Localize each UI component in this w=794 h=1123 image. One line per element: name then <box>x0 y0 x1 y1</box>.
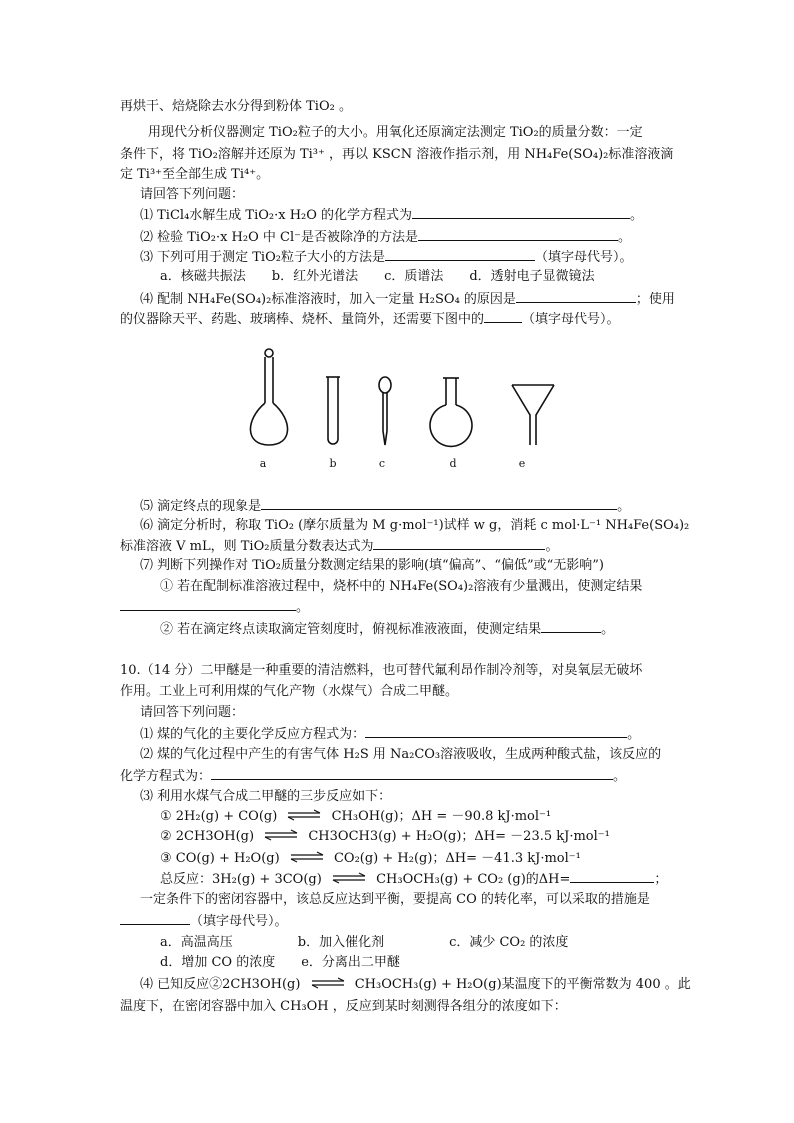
punct: 。 <box>296 600 310 615</box>
question-4a-text: ⑷ 配制 NH₄Fe(SO₄)₂标准溶液时，加入一定量 H₂SO₄ 的原因是 <box>140 292 516 307</box>
problem-10-options-2: d．增加 CO 的浓度 e．分离出二甲醚 <box>160 955 400 970</box>
punct: 。 <box>618 230 632 245</box>
reaction-2 <box>160 828 610 846</box>
question-6b <box>120 537 558 556</box>
question-1 <box>140 206 643 225</box>
answer-blank[interactable] <box>261 497 617 510</box>
punct: ； <box>654 872 668 887</box>
punct: 。 <box>627 727 641 742</box>
answer-blank[interactable] <box>418 228 618 241</box>
answer-blank[interactable] <box>484 310 522 323</box>
problem-10-q3: ⑶ 利用水煤气合成二甲醚的三步反应如下： <box>140 789 392 804</box>
question-2-text: ⑵ 检验 TiO₂·x H₂O 中 Cl⁻是否被除净的方法是 <box>140 230 418 245</box>
equilibrium-arrow-icon <box>290 851 324 863</box>
text-line: 用现代分析仪器测定 TiO₂粒子的大小。用氧化还原滴定法测定 TiO₂的质量分数：一定 <box>148 125 643 140</box>
problem-10-q4b: 温度下，在密闭容器中加入 CH₃OH ，反应到某时刻测得各组分的浓度如下： <box>120 999 567 1014</box>
answer-blank[interactable] <box>570 870 654 883</box>
text-line: 再烘干、焙烧除去水分得到粉体 TiO₂ 。 <box>120 99 352 114</box>
question-4b-tail: （填字母代号）。 <box>522 312 620 327</box>
problem-10-intro-2: 作用。工业上可利用煤的气化产物（水煤气）合成二甲醚。 <box>120 684 459 699</box>
equilibrium-arrow-icon <box>287 809 321 821</box>
figure-label-e: e <box>518 457 526 470</box>
question-7-2-text: ② 若在滴定终点读取滴定管刻度时，俯视标准液液面，使测定结果 <box>160 622 542 637</box>
equilibrium-arrow-icon <box>264 829 298 841</box>
question-3-tail: （填字母代号）。 <box>534 250 633 265</box>
punct: 。 <box>630 208 644 223</box>
reaction-1-right: CH₃OH(g)；ΔH = －90.8 kJ·mol⁻¹ <box>331 809 552 824</box>
problem-10-balance-answer <box>120 912 288 931</box>
problem-10-q1-text: ⑴ 煤的气化的主要化学反应方程式为： <box>140 727 366 742</box>
equilibrium-arrow-icon <box>332 872 366 884</box>
problem-10-q4a-right: CH₃OCH₃(g) + H₂O(g)某温度下的平衡常数为 400 。此 <box>354 977 691 992</box>
question-4a-tail: ；使用 <box>635 292 675 307</box>
question-7-1: ① 若在配制标准溶液过程中，烧杯中的 NH₄Fe(SO₄)₂溶液有少量溅出，使测定结果 <box>160 579 643 594</box>
funnel-icon <box>512 385 554 445</box>
glassware-drawing <box>240 345 560 455</box>
question-6a: ⑹ 滴定分析时，称取 TiO₂ (摩尔质量为 M g·mol⁻¹)试样 w g，消耗 c mol·L⁻¹ NH₄Fe(SO₄)₂ <box>140 518 690 533</box>
answer-blank[interactable] <box>516 290 636 303</box>
answer-blank[interactable] <box>120 912 190 925</box>
reaction-1 <box>160 808 551 826</box>
equilibrium-arrow-icon <box>311 977 345 989</box>
reaction-2-right: CH3OCH3(g) + H₂O(g)；ΔH= －23.5 kJ·mol⁻¹ <box>308 829 610 844</box>
punct: 。 <box>613 769 627 784</box>
question-6b-text: 标准溶液 V mL，则 TiO₂质量分数表达式为 <box>120 539 374 554</box>
question-7-1-answer <box>120 598 309 617</box>
figure-label-b: b <box>329 457 337 470</box>
total-reaction-right: CH₃OCH₃(g) + CO₂ (g)的ΔH= <box>376 872 571 887</box>
reaction-3-right: CO₂(g) + H₂(g)；ΔH= －41.3 kJ·mol⁻¹ <box>333 851 581 866</box>
question-7-2 <box>160 620 614 639</box>
question-3-text: ⑶ 下列可用于测定 TiO₂粒子大小的方法是 <box>140 250 385 265</box>
question-4a <box>140 290 675 309</box>
answer-blank[interactable] <box>541 620 601 633</box>
text-line: 条件下，将 TiO₂溶解并还原为 Ti³⁺ ，再以 KSCN 溶液作指示剂，用 NH₄Fe(SO₄)₂标准溶液滴 <box>120 147 674 162</box>
answer-blank[interactable] <box>373 537 545 550</box>
problem-10-q4a <box>140 976 691 994</box>
reaction-2-left: ② 2CH3OH(g) <box>160 829 255 844</box>
question-7: ⑺ 判断下列操作对 TiO₂质量分数测定结果的影响(填“偏高”、“偏低”或“无影响”) <box>140 558 604 573</box>
question-1-text: ⑴ TiCl₄水解生成 TiO₂·x H₂O 的化学方程式为 <box>140 208 413 223</box>
problem-10-intro: 10.（14 分）二甲醚是一种重要的清洁燃料，也可替代氟利昂作制冷剂等，对臭氧层无破坏 <box>120 663 643 678</box>
problem-10-balance: 一定条件下的密闭容器中，该总反应达到平衡，要提高 CO 的转化率，可以采取的措施是 <box>140 892 650 907</box>
answer-blank[interactable] <box>385 248 535 261</box>
problem-10-q2a: ⑵ 煤的气化过程中产生的有害气体 H₂S 用 Na₂CO₃溶液吸收，生成两种酸式盐，该反应的 <box>140 747 662 762</box>
answer-blank[interactable] <box>365 725 627 738</box>
answer-blank[interactable] <box>412 206 630 219</box>
problem-10-q4a-left: ⑷ 已知反应②2CH3OH(g) <box>140 977 301 992</box>
text-line: 请回答下列问题： <box>140 187 245 202</box>
question-5 <box>140 497 630 516</box>
answer-blank[interactable] <box>211 767 613 780</box>
punct: 。 <box>617 499 631 514</box>
problem-10-options-1: a．高温高压 b．加入催化剂 c．减少 CO₂ 的浓度 <box>160 935 569 950</box>
problem-10-q2b <box>120 767 626 786</box>
problem-10-prompt: 请回答下列问题： <box>140 705 245 720</box>
question-4b <box>120 310 620 329</box>
figure-label-c: c <box>378 457 386 470</box>
glassware-figure <box>240 345 560 475</box>
reaction-1-left: ① 2H₂(g) + CO(g) <box>160 809 278 824</box>
question-5-text: ⑸ 滴定终点的现象是 <box>140 499 262 514</box>
reaction-3-left: ③ CO(g) + H₂O(g) <box>160 851 280 866</box>
problem-10-q1 <box>140 725 640 744</box>
total-reaction <box>160 870 667 889</box>
text-line: 定 Ti³⁺至全部生成 Ti⁴⁺。 <box>120 167 270 182</box>
problem-10-q2b-text: 化学方程式为： <box>120 769 212 784</box>
figure-label-d: d <box>449 457 457 470</box>
answer-blank[interactable] <box>120 598 296 611</box>
question-4b-text: 的仪器除天平、药匙、玻璃棒、烧杯、量筒外，还需要下图中的 <box>120 312 485 327</box>
punct: 。 <box>545 539 559 554</box>
question-2 <box>140 228 631 247</box>
round-flask-icon <box>430 378 472 446</box>
figure-label-a: a <box>259 457 267 470</box>
question-3 <box>140 248 632 267</box>
question-3-options: a．核磁共振法 b．红外光谱法 c．质谱法 d．透射电子显微镜法 <box>160 269 595 284</box>
test-tube-icon <box>326 377 340 444</box>
problem-10-balance-tail: （填字母代号）。 <box>190 914 288 929</box>
punct: 。 <box>601 622 615 637</box>
dropper-icon <box>379 377 391 445</box>
volumetric-flask-icon <box>250 349 287 445</box>
reaction-3 <box>160 850 581 868</box>
total-reaction-left: 总反应：3H₂(g) + 3CO(g) <box>160 872 322 887</box>
